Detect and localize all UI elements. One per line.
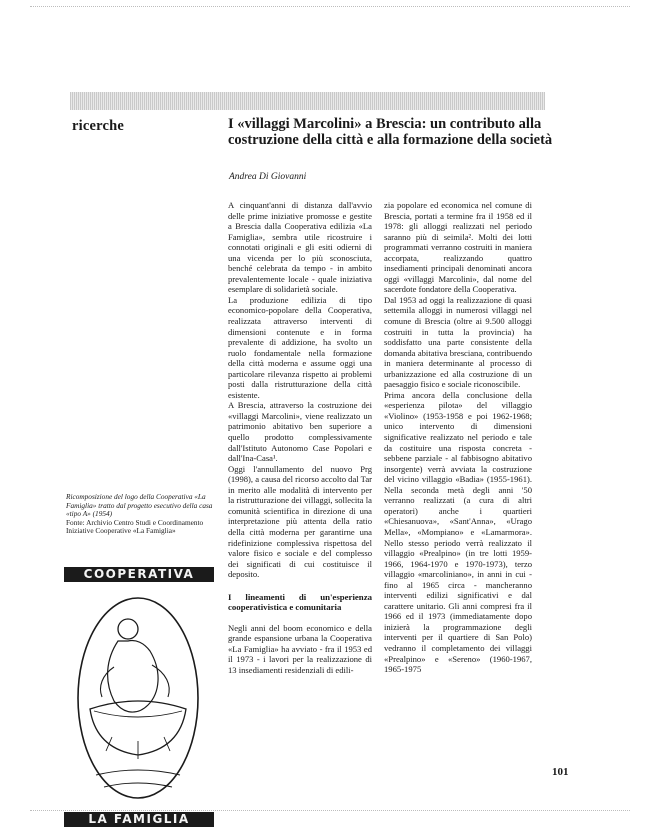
text-column-1 — [228, 200, 372, 675]
logo-top-band: COOPERATIVA — [64, 567, 214, 582]
text-column-2 — [384, 200, 532, 675]
section-label: ricerche — [72, 118, 125, 134]
paragraph: Dal 1953 ad oggi la realizzazione di quasi settemila alloggi in numerosi villaggi nel comune di Brescia (oltre ai 9.500 alloggi costruiti in tutta la provincia) ha soddisfatto una parte consistente della domanda abitativa bresciana, contribuendo in maniera determinante al processo di urbanizzazione ed alla costruzione di un paesaggio fisico e sociale riconoscibile. — [384, 294, 532, 390]
paragraph: La produzione edilizia di tipo economico-popolare della Cooperativa, realizzata attraverso interventi di dimensioni contenute e in forma prevalente di addizione, ha svolto un ruolo fondamentale nella formazione della città moderna e assume oggi una particolare rilevanza rispetto ai problemi posti dalla ristrutturazione della città esistente. — [228, 294, 372, 400]
article-title: I «villaggi Marcolini» a Brescia: un contributo alla costruzione della città e alla formazione della società — [228, 116, 553, 148]
figure-caption — [66, 493, 216, 536]
header-band — [70, 92, 545, 110]
paragraph: Negli anni del boom economico e della grande espansione urbana la Cooperativa «La Famiglia» ha avviato - fra il 1953 ed il 1973 - i lavori per la realizzazione di 13 insediamenti residenziali di edili- — [228, 622, 372, 675]
caption-source: Fonte: Archivio Centro Studi e Coordinamento Iniziative Cooperative «La Famiglia» — [66, 517, 204, 536]
paragraph: A Brescia, attraverso la costruzione dei «villaggi Marcolini», viene realizzato un patrimonio abitativo ben superiore a quello prodotto complessivamente dall'Istituto Autonomo Case Popolari e dall'Ina-Casa¹. — [228, 400, 372, 464]
cooperative-logo — [64, 567, 214, 829]
article-author: Andrea Di Giovanni — [229, 172, 307, 182]
family-emblem-icon — [76, 589, 200, 807]
paragraph: Oggi l'annullamento del nuovo Prg (1998), a causa del ricorso accolto dal Tar in merito alle modalità di intervento per la ristrutturazione dei villaggi, sollecita la comunità scientifica in direzione di una interpretazione più attenta della ratio della città moderna per garantirne una ridefinizione complessiva rispettosa del valore fisico e sociale e del complesso dei significati di cui costituisce il deposito. — [228, 463, 372, 580]
page-number: 101 — [552, 766, 569, 778]
paragraph: A cinquant'anni di distanza dall'avvio delle prime iniziative promosse e gestite a Brescia dalla Cooperativa edilizia «La Famiglia», sembra utile ricostruire i connotati originali e gli esiti odierni di una vicenda per lo più sconosciuta, benché celebrata da tempo - in ambito prevalentemente locale - quale iniziativa esemplare di solidarietà sociale. — [228, 200, 372, 295]
paragraph: zia popolare ed economica nel comune di Brescia, portati a termine fra il 1958 ed il 1978: gli alloggi realizzati nel periodo saranno più di seimila². Molti dei lotti programmati verranno costruiti in maniera accorpata, realizzando quattro insediamenti principali denominati ancora oggi «villaggi Marcolini», dal nome del sacerdote fondatore della Cooperativa. — [384, 200, 532, 295]
caption-text: Ricomposizione del logo della Cooperativa «La Famiglia» tratto dal progetto esecutivo della casa «tipo A» (1954) — [66, 492, 213, 519]
paragraph: Prima ancora della conclusione della «esperienza pilota» del villaggio «Violino» (1953-1958 e poi 1962-1968; unico intervento di dimensioni significative realizzato nel periodo e tale da costituire una risposta concreta - sebbene parziale - al fabbisogno abitativo insorgente) verrà avviata la costruzione del vicino villaggio «Badia» (1955-1961). Nella seconda metà degli anni '50 verranno realizzati (a cura di altri operatori) anche i quartieri «Chiesanuova», «Sant'Anna», «Urago Mella», «Mompiano» e «Lamarmora». Nello stesso periodo verrà realizzato il villaggio «Prealpino» (in tre lotti 1959-1966, 1964-1970 e 1970-1973), terzo villaggio «marcoliniano», in anni in cui - fino al 1965 circa - mancheranno interventi edilizi significativi e dal carattere unitario. Gli anni compresi fra il 1966 ed il 1973 (immediatamente dopo inizierà la programmazione degli interventi per il quartiere di San Polo) vedranno il completamento dei villaggi «Prealpino» e «Sereno» (1960-1967, 1965-1975 — [384, 389, 532, 675]
logo-bottom-band: LA FAMIGLIA — [64, 812, 214, 827]
top-dotted-rule — [30, 6, 630, 7]
subheading: I lineamenti di un'esperienza cooperativistica e comunitaria — [228, 591, 372, 613]
